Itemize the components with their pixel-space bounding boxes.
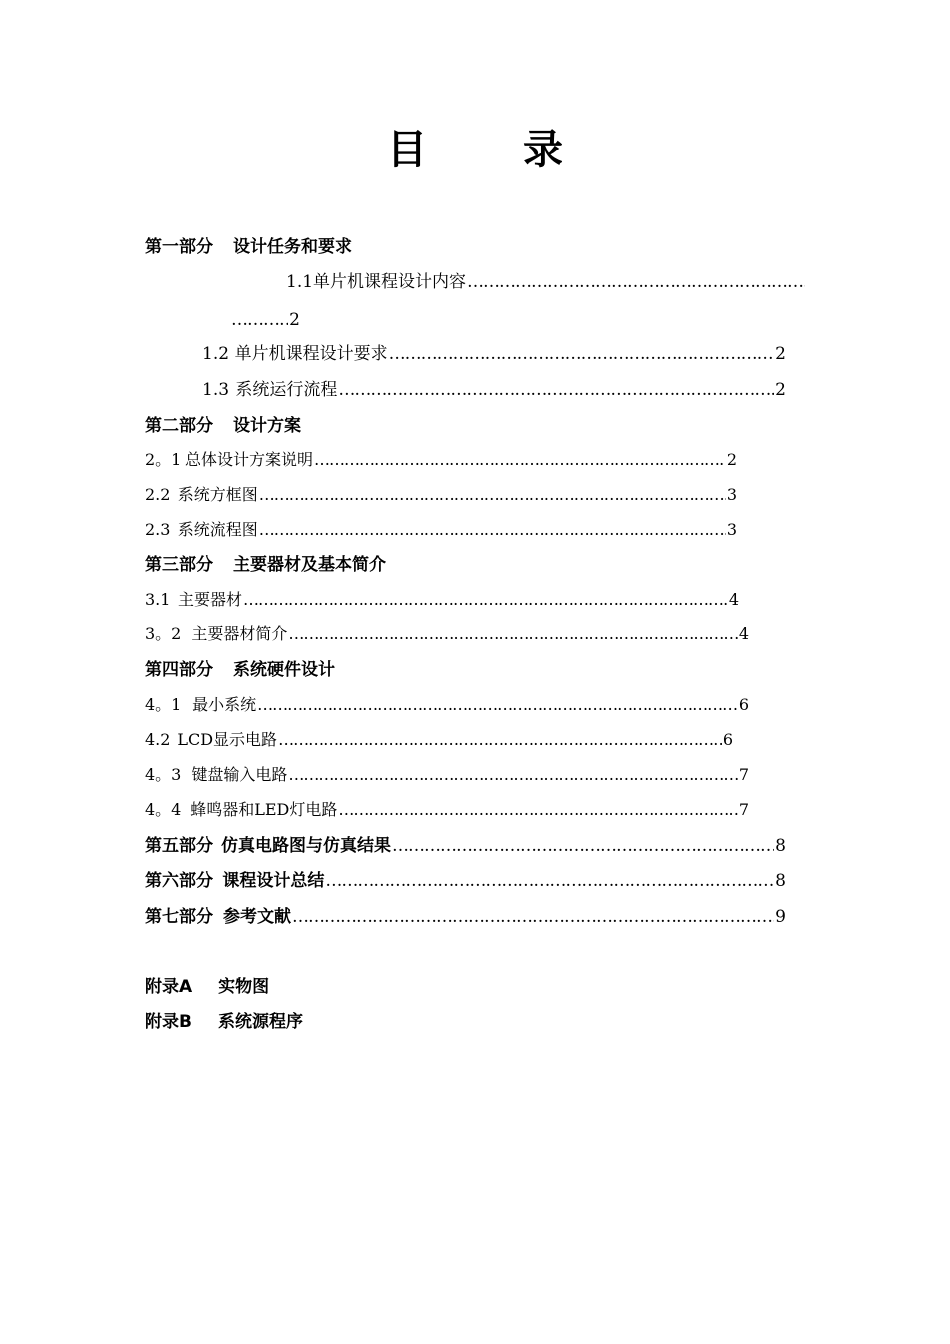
dot-leader [288, 763, 737, 787]
toc-part-2[interactable] [145, 414, 301, 438]
toc-part-6[interactable] [145, 869, 786, 893]
toc-entry-4-1[interactable] [145, 693, 749, 717]
appendix-label: 附录A [145, 977, 193, 997]
page-number: 6 [738, 695, 749, 714]
entry-number: 1.2 [202, 344, 230, 364]
part-title: 系统硬件设计 [233, 660, 335, 680]
toc-entry-4-4[interactable] [145, 798, 749, 822]
entry-title: 最小系统 [192, 695, 257, 714]
part-title: 设计方案 [233, 416, 301, 436]
toc-entry-1-2[interactable] [202, 342, 786, 366]
page-number: 2 [775, 344, 786, 364]
page-number: 2 [775, 380, 786, 400]
title-char-left: 目 [387, 127, 427, 173]
entry-title: 1.1单片机课程设计内容 [286, 272, 467, 292]
entry-number: 4.2 [145, 730, 171, 749]
entry-number: 2。1 [145, 450, 182, 469]
dot-leader [288, 622, 737, 646]
toc-part-3[interactable] [145, 553, 386, 577]
title-char-right: 录 [523, 127, 563, 173]
toc-appendix-a[interactable] [145, 975, 269, 999]
toc-part-1[interactable] [145, 235, 352, 259]
toc-part-5[interactable] [145, 834, 786, 858]
page-number: 4 [738, 624, 749, 643]
part-title: 设计任务和要求 [233, 237, 352, 257]
appendix-title: 实物图 [218, 977, 270, 997]
dot-leader [243, 588, 728, 612]
toc-entry-1-1-cont[interactable] [230, 308, 300, 332]
page-number: 4 [728, 590, 739, 609]
page-number: 7 [738, 800, 749, 819]
page-number: 8 [775, 871, 786, 891]
entry-title: 总体设计方案说明 [185, 450, 314, 469]
page-number: 9 [775, 907, 786, 927]
entry-number: 3.1 [145, 590, 171, 609]
entry-number: 1.3 [202, 380, 230, 400]
part-title: 课程设计总结 [222, 871, 325, 891]
page-number: 8 [775, 836, 786, 856]
entry-title: LCD显示电路 [177, 730, 278, 749]
entry-title: 主要器材 [178, 590, 243, 609]
appendix-title: 系统源程序 [217, 1012, 303, 1032]
page-number: 6 [722, 730, 733, 749]
page-title [0, 122, 950, 178]
part-title: 仿真电路图与仿真结果 [220, 836, 391, 856]
appendix-label: 附录B [145, 1012, 192, 1032]
dot-leader [314, 448, 726, 472]
dot-leader [278, 728, 722, 752]
dot-leader [389, 342, 775, 366]
toc-entry-3-1[interactable] [145, 588, 739, 612]
part-label: 第七部分 [145, 907, 213, 927]
entry-title: 系统流程图 [177, 520, 258, 539]
entry-number: 4。4 [145, 800, 182, 819]
entry-title: 系统方框图 [177, 485, 258, 504]
dot-leader [338, 798, 737, 822]
toc-entry-3-2[interactable] [145, 622, 749, 646]
toc-appendix-b[interactable] [145, 1010, 303, 1034]
toc-entry-2-1[interactable] [145, 448, 737, 472]
toc-entry-4-2[interactable] [145, 728, 733, 752]
dot-leader [292, 905, 774, 929]
entry-title: 主要器材简介 [191, 624, 288, 643]
page-number: 2 [726, 450, 737, 469]
dot-leader [259, 483, 726, 507]
dot-leader [392, 834, 774, 858]
entry-title: 键盘输入电路 [191, 765, 288, 784]
page-number: 7 [738, 765, 749, 784]
part-label: 第六部分 [145, 871, 213, 891]
entry-title: 蜂鸣器和LED灯电路 [190, 800, 338, 819]
toc-entry-1-3[interactable] [202, 378, 786, 402]
toc-entry-2-3[interactable] [145, 518, 737, 542]
toc-entry-2-2[interactable] [145, 483, 737, 507]
entry-number: 2.3 [145, 520, 171, 539]
dot-leader [467, 270, 805, 294]
page-number: 2 [289, 310, 300, 330]
entry-title: 系统运行流程 [235, 380, 338, 400]
dot-leader [257, 693, 738, 717]
toc-part-4[interactable] [145, 658, 335, 682]
toc-entry-1-1[interactable] [286, 270, 806, 294]
entry-number: 4。1 [145, 695, 182, 714]
dot-leader [259, 518, 726, 542]
toc-part-7[interactable] [145, 905, 786, 929]
part-label: 第三部分 [145, 555, 213, 575]
part-label: 第五部分 [145, 836, 213, 856]
toc-entry-4-3[interactable] [145, 763, 749, 787]
entry-number: 4。3 [145, 765, 182, 784]
page-number: 3 [726, 520, 737, 539]
entry-number: 2.2 [145, 485, 171, 504]
dot-leader [325, 869, 774, 893]
entry-number: 3。2 [145, 624, 182, 643]
page-number: 3 [726, 485, 737, 504]
part-title: 主要器材及基本简介 [233, 555, 386, 575]
part-label: 第一部分 [145, 237, 213, 257]
part-label: 第二部分 [145, 416, 213, 436]
dot-leader [338, 378, 774, 402]
dot-leader [231, 308, 288, 332]
part-label: 第四部分 [145, 660, 213, 680]
entry-title: 单片机课程设计要求 [234, 344, 388, 364]
part-title: 参考文献 [223, 907, 292, 927]
